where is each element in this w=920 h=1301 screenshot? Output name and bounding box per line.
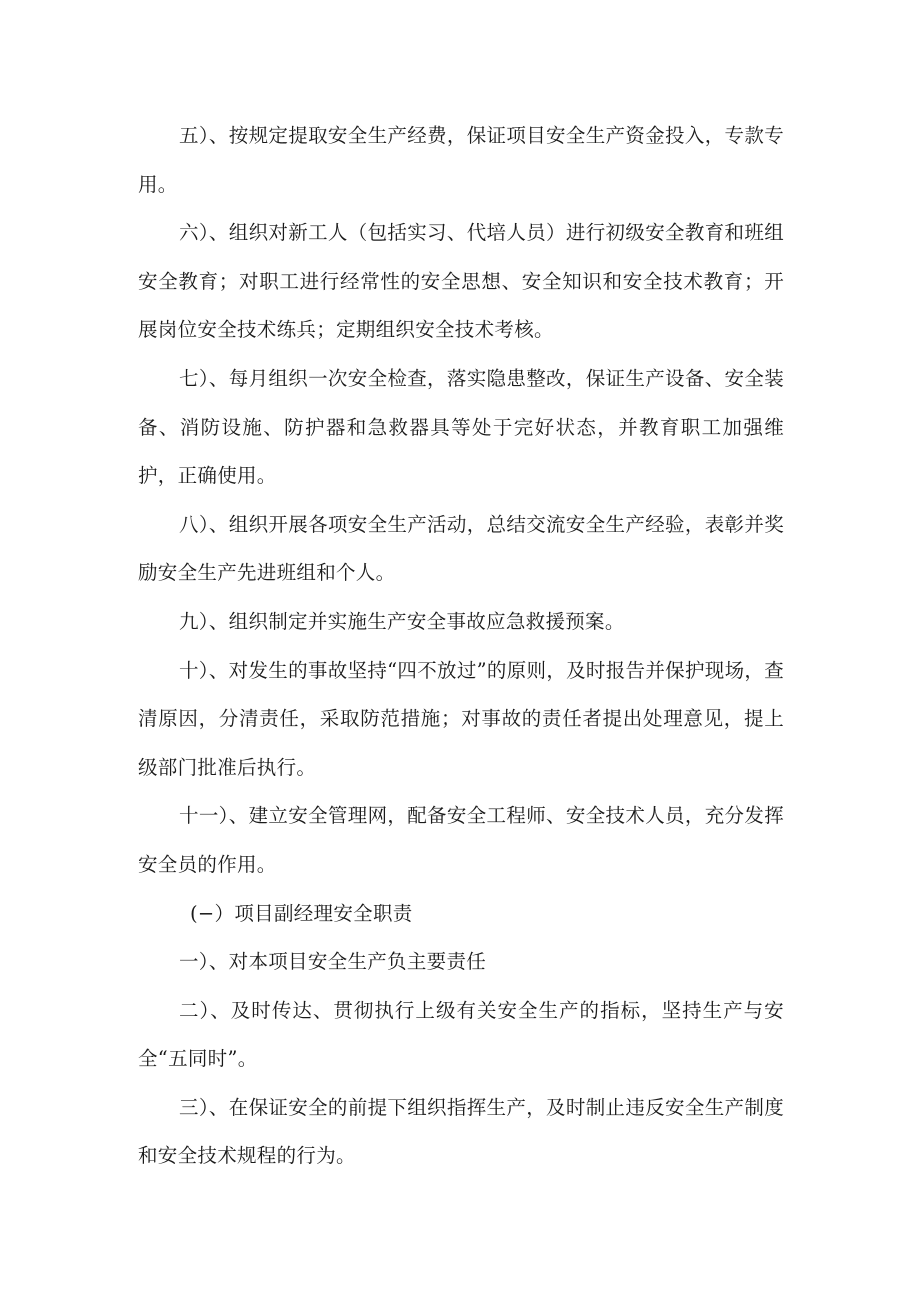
paragraph-item-10: 十）、对发生的事故坚持“四不放过”的原则，及时报告并保护现场，查清原因，分清责任，采取防范措施；对事故的责任者提出处理意见，提上级部门批准后执行。	[138, 658, 784, 779]
section-heading: (−）项目副经理安全职责	[190, 901, 413, 925]
section-paragraph-2: 二）、及时传达、贯彻执行上级有关安全生产的指标，坚持生产与安全“五同时”。	[138, 998, 784, 1071]
section-paragraph-3: 三）、在保证安全的前提下组织指挥生产，及时制止违反安全生产制度和安全技术规程的行为。	[138, 1095, 784, 1168]
paragraph-item-9: 九）、组织制定并实施生产安全事故应急救援预案。	[179, 609, 625, 633]
paragraph-item-6: 六）、组织对新工人（包括实习、代培人员）进行初级安全教育和班组安全教育；对职工进行经常性的安全思想、安全知识和安全技术教育；开展岗位安全技术练兵；定期组织安全技术考核。	[138, 221, 784, 342]
paragraph-item-11: 十一）、建立安全管理网，配备安全工程师、安全技术人员，充分发挥安全员的作用。	[138, 804, 784, 876]
paragraph-item-7: 七）、每月组织一次安全检查，落实隐患整改，保证生产设备、安全装备、消防设施、防护器和急救器具等处于完好状态，并教育职工加强维护，正确使用。	[138, 366, 784, 488]
paragraph-item-8: 八）、组织开展各项安全生产活动，总结交流安全生产经验，表彰并奖励安全生产先进班组和个人。	[138, 512, 784, 585]
section-paragraph-1: 一）、对本项目安全生产负主要责任	[179, 950, 487, 974]
document-body	[138, 112, 784, 1181]
paragraph-item-5: 五）、按规定提取安全生产经费，保证项目安全生产资金投入，专款专用。	[138, 124, 784, 196]
